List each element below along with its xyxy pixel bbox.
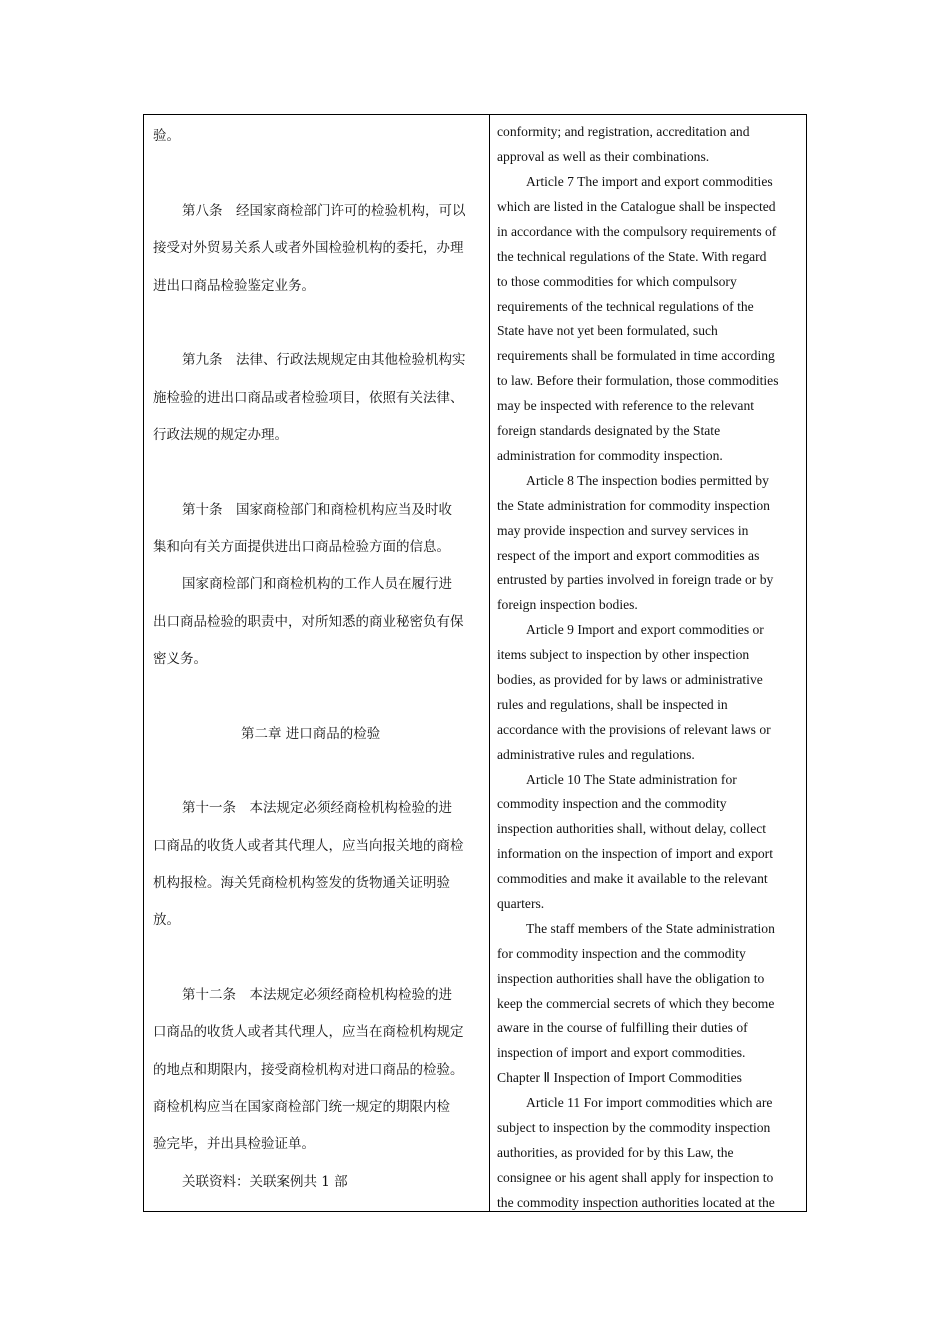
text-line: 验完毕，并出具检验证单。 <box>153 1136 315 1152</box>
text-line: may provide inspection and survey services in <box>497 523 749 538</box>
article-8-heading-line: 第八条 经国家商检部门许可的检验机构，可以 <box>182 203 466 219</box>
text-line: 口商品的收货人或者其代理人，应当在商检机构规定 <box>153 1024 464 1040</box>
article-10-heading-line: 第十条 国家商检部门和商检机构应当及时收 <box>182 502 452 518</box>
text-line: subject to inspection by the commodity inspection <box>497 1120 771 1135</box>
text-line: keep the commercial secrets of which they become <box>497 996 775 1011</box>
text-line: items subject to inspection by other inspection <box>497 647 750 662</box>
text-line: the technical regulations of the State. With regard <box>497 249 767 264</box>
text-line: 放。 <box>153 912 180 928</box>
text-line: 行政法规的规定办理。 <box>153 427 288 443</box>
text-line: rules and regulations, shall be inspected in <box>497 697 728 712</box>
text-line: may be inspected with reference to the relevant <box>497 398 755 413</box>
text-line: conformity; and registration, accreditation and <box>497 124 750 139</box>
text-line: 集和向有关方面提供进出口商品检验方面的信息。 <box>153 539 450 555</box>
text-line: 商检机构应当在国家商检部门统一规定的期限内检 <box>153 1099 450 1115</box>
text-line: foreign inspection bodies. <box>497 597 638 612</box>
english-text-column <box>490 115 806 1211</box>
text-line: foreign standards designated by the State <box>497 423 721 438</box>
text-line: 出口商品检验的职责中，对所知悉的商业秘密负有保 <box>153 614 464 630</box>
text-line: administrative rules and regulations. <box>497 747 695 762</box>
text-line: the commodity inspection authorities located at the <box>497 1195 775 1210</box>
article-12-heading-line: 第十二条 本法规定必须经商检机构检验的进 <box>182 987 452 1003</box>
text-line: 验。 <box>153 128 180 144</box>
text-line: to those commodities for which compulsory <box>497 274 737 289</box>
article-8-heading-line: Article 8 The inspection bodies permitted by <box>526 473 769 488</box>
text-line: 的地点和期限内，接受商检机构对进口商品的检验。 <box>153 1062 464 1078</box>
text-line: inspection authorities shall, without delay, collect <box>497 821 767 836</box>
text-line: 进出口商品检验鉴定业务。 <box>153 278 315 294</box>
text-line: 施检验的进出口商品或者检验项目，依照有关法律、 <box>153 390 464 406</box>
text-line: respect of the import and export commodities as <box>497 548 760 563</box>
text-line: information on the inspection of import and export <box>497 846 773 861</box>
bilingual-law-table <box>143 114 807 1212</box>
text-line: approval as well as their combinations. <box>497 149 710 164</box>
text-line: inspection of import and export commodities. <box>497 1045 746 1060</box>
text-line: administration for commodity inspection. <box>497 448 723 463</box>
text-line: the State administration for commodity inspection <box>497 498 770 513</box>
text-line: consignee or his agent shall apply for inspection to <box>497 1170 774 1185</box>
related-materials-link[interactable]: 关联资料：关联案例共 1 部 <box>182 1174 348 1190</box>
article-11-heading-line: 第十一条 本法规定必须经商检机构检验的进 <box>182 800 452 816</box>
text-line: commodity inspection and the commodity <box>497 796 727 811</box>
text-line: quarters. <box>497 896 545 911</box>
text-line: accordance with the provisions of relevant laws or <box>497 722 771 737</box>
text-line: requirements shall be formulated in time according <box>497 348 775 363</box>
text-line: commodities and make it available to the relevant <box>497 871 768 886</box>
text-line: authorities, as provided for by this Law, the <box>497 1145 734 1160</box>
article-10-heading-line: Article 10 The State administration for <box>526 772 737 787</box>
text-line: The staff members of the State administration <box>526 921 775 936</box>
text-line: bodies, as provided for by laws or administrative <box>497 672 763 687</box>
text-line: for commodity inspection and the commodity <box>497 946 746 961</box>
text-line: 机构报检。海关凭商检机构签发的货物通关证明验 <box>153 875 450 891</box>
article-9-heading-line: 第九条 法律、行政法规规定由其他检验机构实 <box>182 352 466 368</box>
text-line: to law. Before their formulation, those commodities <box>497 373 779 388</box>
chapter-2-heading: 第二章 进口商品的检验 <box>241 726 381 742</box>
text-line: 接受对外贸易关系人或者外国检验机构的委托，办理 <box>153 240 464 256</box>
text-line: aware in the course of fulfilling their duties of <box>497 1020 748 1035</box>
text-line: 口商品的收货人或者其代理人，应当向报关地的商检 <box>153 838 464 854</box>
chinese-text-column <box>144 115 490 1211</box>
chapter-2-heading: Chapter Ⅱ Inspection of Import Commodities <box>497 1070 742 1085</box>
text-line: 密义务。 <box>153 651 207 667</box>
text-line: in accordance with the compulsory requirements of <box>497 224 777 239</box>
text-line: inspection authorities shall have the obligation to <box>497 971 765 986</box>
article-7-heading-line: Article 7 The import and export commodities <box>526 174 773 189</box>
text-line: State have not yet been formulated, such <box>497 323 718 338</box>
article-11-heading-line: Article 11 For import commodities which are <box>526 1095 773 1110</box>
text-line: requirements of the technical regulations of the <box>497 299 754 314</box>
text-line: 国家商检部门和商检机构的工作人员在履行进 <box>182 576 452 592</box>
text-line: entrusted by parties involved in foreign trade or by <box>497 572 774 587</box>
text-line: which are listed in the Catalogue shall be inspected <box>497 199 776 214</box>
article-9-heading-line: Article 9 Import and export commodities or <box>526 622 764 637</box>
